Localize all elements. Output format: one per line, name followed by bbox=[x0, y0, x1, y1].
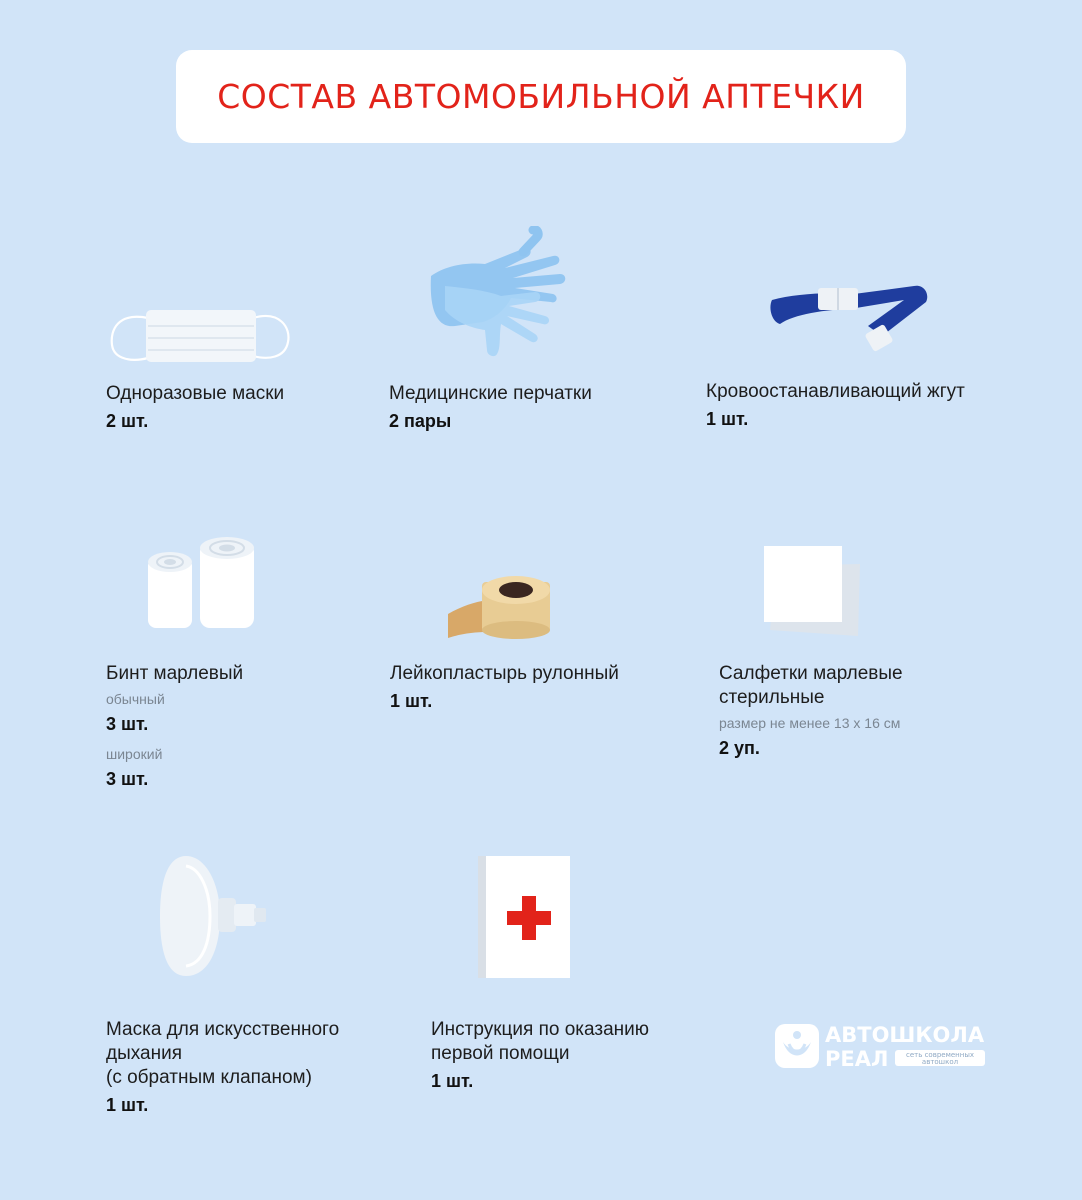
sterile-gauze-napkins-icon bbox=[762, 544, 868, 640]
item-variant-label: обычный bbox=[106, 691, 165, 707]
item-name: Маска для искусственного bbox=[106, 1019, 340, 1040]
logo-tagline-line2: автошкол bbox=[921, 1058, 959, 1066]
item-qty: 2 шт. bbox=[106, 411, 149, 431]
logo-tagline-line1: сеть современных bbox=[905, 1051, 975, 1059]
item-qty: 2 пары bbox=[389, 411, 452, 431]
item-breath-mask bbox=[106, 1018, 339, 1117]
logo-line1: АВТОШКОЛА bbox=[825, 1023, 985, 1047]
item-tourniquet bbox=[706, 380, 965, 431]
item-name: Кровоостанавливающий жгут bbox=[706, 381, 965, 402]
item-variant-label: широкий bbox=[106, 746, 163, 762]
item-note: размер не менее 13 х 16 см bbox=[719, 715, 901, 731]
gauze-bandage-icon bbox=[146, 536, 256, 631]
item-name: Лейкопластырь рулонный bbox=[390, 663, 619, 684]
medical-gloves-icon bbox=[425, 226, 580, 358]
title-banner bbox=[176, 50, 906, 143]
item-qty: 1 шт. bbox=[390, 691, 433, 711]
item-name: Инструкция по оказанию bbox=[431, 1019, 649, 1040]
item-qty: 1 шт. bbox=[431, 1071, 474, 1091]
logo-line2: РЕАЛ bbox=[825, 1047, 889, 1070]
first-aid-instruction-icon bbox=[478, 856, 572, 980]
driving-school-logo bbox=[775, 1022, 987, 1070]
disposable-mask-icon bbox=[108, 300, 293, 372]
item-name: дыхания bbox=[106, 1043, 182, 1064]
item-name: Бинт марлевый bbox=[106, 663, 244, 684]
item-gloves bbox=[389, 382, 592, 433]
item-instruction bbox=[431, 1018, 649, 1093]
item-bandage bbox=[106, 662, 243, 791]
adhesive-plaster-roll-icon bbox=[444, 572, 554, 644]
item-plaster bbox=[390, 662, 619, 713]
item-qty: 2 уп. bbox=[719, 738, 760, 758]
item-name: Салфетки марлевые bbox=[719, 663, 903, 684]
item-name: Медицинские перчатки bbox=[389, 383, 592, 404]
item-name: стерильные bbox=[719, 687, 825, 708]
page-title: СОСТАВ АВТОМОБИЛЬНОЙ АПТЕЧКИ bbox=[217, 77, 865, 116]
item-qty: 3 шт. bbox=[106, 769, 149, 789]
item-name: (с обратным клапаном) bbox=[106, 1067, 312, 1088]
item-masks bbox=[106, 382, 284, 433]
tourniquet-icon bbox=[764, 278, 934, 358]
item-qty: 1 шт. bbox=[106, 1095, 149, 1115]
item-name: Одноразовые маски bbox=[106, 383, 285, 404]
item-name: первой помощи bbox=[431, 1043, 570, 1064]
item-qty: 1 шт. bbox=[706, 409, 749, 429]
item-qty: 3 шт. bbox=[106, 714, 149, 734]
item-napkins bbox=[719, 662, 903, 760]
breathing-mask-icon bbox=[158, 854, 270, 978]
